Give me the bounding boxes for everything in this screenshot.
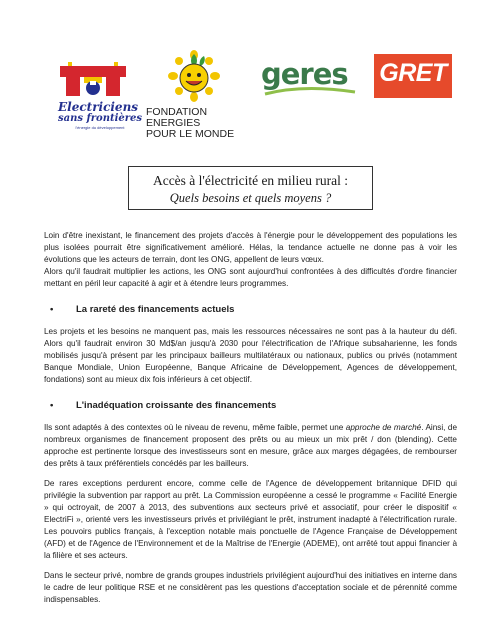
fondation-line1: FONDATION [146,106,208,118]
logo-bar [0,0,500,150]
gret-logo [374,54,452,98]
fondation-wordmark [146,107,251,140]
esf-logo [58,62,143,134]
section2-paragraph-1 [44,422,457,470]
sun-face-icon [168,50,220,102]
bullet-icon: • [50,400,54,411]
section2-paragraph-3: Dans le secteur privé, nombre de grands groupes industriels privilégient aujourd'hui des initiatives en interne dans le cadre de leur politique RSE et ne considèrent pas les questions d'acceptation sociale et de pérennité comme indispensables. [44,571,457,604]
section1-paragraph-1: Les projets et les besoins ne manquent pas, mais les ressources nécessaires ne sont pas à la hauteur du défi. Alors qu'il faudrait environ 30 Md$/an jusqu'à 2030 pour l'électrification de l'Afrique subsaharienne, les fonds mobilisés jusqu'à présent par les principaux bailleurs multilatéraux ou nationaux, publics ou privés (notamment Banque Mondiale, Union Européenne, Banque Africaine de Développement, Agences de développement, fondations) sont au mieux dix fois inférieurs à cet objectif. [44,327,457,384]
esf-wordmark-line1: Electriciens [58,100,139,114]
intro-paragraph-2: Alors qu'il faudrait multiplier les actions, les ONG sont aujourd'hui confrontées à des difficultés d'ordre financier mettant en péril leur capacité à agir et à étendre leurs programmes. [44,267,457,288]
section-heading-2-text: L'inadéquation croissante des financements [76,400,277,411]
section-heading-1 [44,304,457,318]
esf-wordmark-line2: sans frontières [58,113,143,124]
title-box [128,166,373,210]
section2-p1-emphasis: approche de marché [345,423,422,432]
bullet-icon: • [50,304,54,315]
gret-wordmark: GRET [379,59,447,87]
section2-p1-start: Ils sont adaptés à des contextes où le niveau de revenu, même faible, permet une [44,423,346,432]
document-body [44,230,457,606]
geres-wordmark: geres [261,57,348,91]
section2-p1-end: . Ainsi, de nombreux organismes de financement proposent des prêts ou au mieux un mix prêt / don (blending). Cette approche est pertinente lorsque des investisseurs sont en mesure, grâce aux marges dégagées, de rembourser des prêts à taux préférentiels concédés par les bailleurs. [44,423,457,468]
section-heading-1-text: La rareté des financements actuels [76,304,235,315]
geres-logo [261,58,361,100]
page-title: Accès à l'électricité en milieu rural : [152,173,349,188]
section-heading-2 [44,400,457,414]
fondation-logo [146,50,251,145]
section2-paragraph-2: De rares exceptions perdurent encore, comme celle de l'Agence de développement britannique DFID qui privilégie la subvention par rapport au prêt. La Commission européenne a cessé le programme « Facilité Energie » qui octroyait, de 2007 à 2013, des subventions aux secteurs privé et associatif, pour créer le dispositif « ElectriFi », orienté vers les investisseurs privés et privilégiant le prêt, instrument inadapté à l'électrification rurale. Les pouvoirs publics français, à l'exception notable mais ponctuelle de l'Agence Française de Développement (AFD) et de l'Agence de l'Environnement et de la Maîtrise de l'Energie (ADEME), ont arrêté tout appui financier à la filière et ses acteurs. [44,479,457,560]
esf-tagline: l'énergie du développement [75,125,125,130]
fondation-line2: ENERGIES [146,117,201,129]
fondation-line3: POUR LE MONDE [146,128,235,140]
leaf-swoosh-icon [263,86,358,98]
page-subtitle: Quels besoins et quels moyens ? [169,191,332,205]
intro-paragraph-1: Loin d'être inexistant, le financement des projets d'accès à l'énergie pour le développement des populations les plus isolées pourrait être significativement amélioré. Hélas, la tendance actuelle ne donne pas à voir les évolutions que les acteurs de terrain, dont les ONG, appellent de leurs vœux. [44,231,457,264]
esf-plug-icon [60,62,126,98]
